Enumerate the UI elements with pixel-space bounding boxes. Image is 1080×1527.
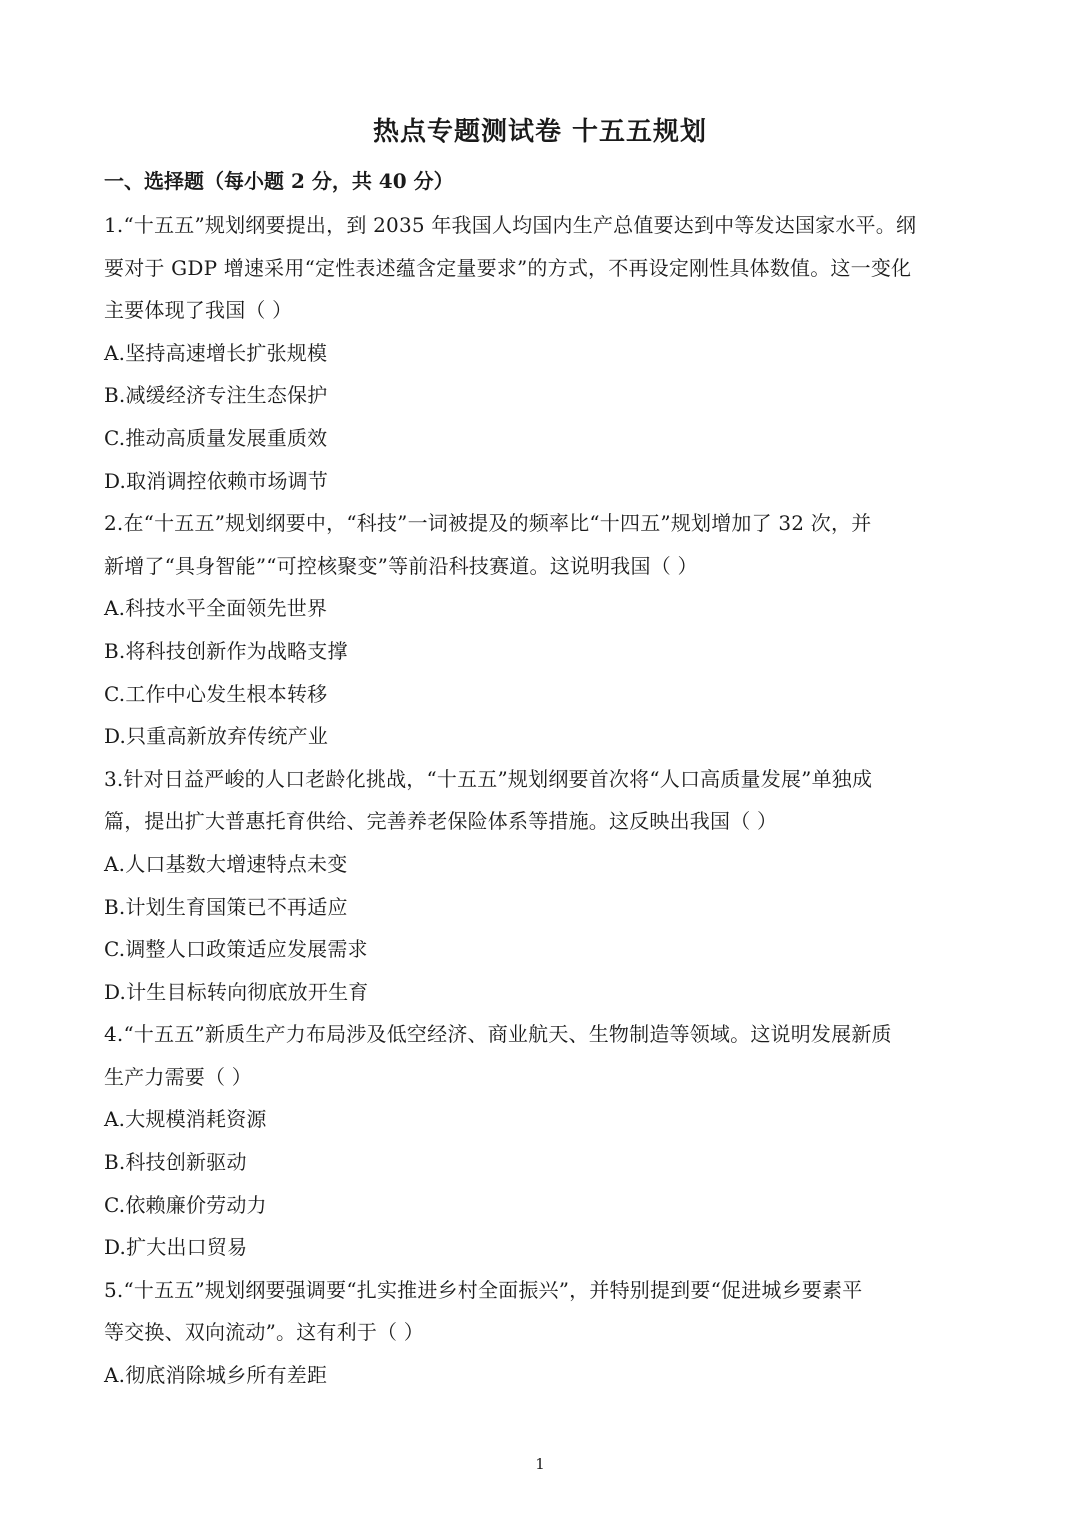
question xyxy=(104,1269,984,1397)
answer-option: D.取消调控依赖市场调节 xyxy=(104,468,329,493)
page-title: 热点专题测试卷 十五五规划 xyxy=(372,117,708,147)
answer-option: A.科技水平全面领先世界 xyxy=(104,596,328,621)
question-stem-line: 篇，提出扩大普惠托育供给、完善养老保险体系等措施。这反映出我国（ ） xyxy=(104,809,778,834)
answer-option: B.计划生育国策已不再适应 xyxy=(104,894,348,919)
answer-option: D.扩大出口贸易 xyxy=(104,1235,248,1260)
answer-option: C.工作中心发生根本转移 xyxy=(104,681,328,706)
question-stem-line: 主要体现了我国（ ） xyxy=(104,298,293,323)
answer-option: A.彻底消除城乡所有差距 xyxy=(104,1363,328,1388)
answer-option: A.坚持高速增长扩张规模 xyxy=(104,340,328,365)
question-stem-line: 5.“十五五”规划纲要强调要“扎实推进乡村全面振兴”，并特别提到要“促进城乡要素平 xyxy=(104,1277,863,1302)
answer-option: B.将科技创新作为战略支撑 xyxy=(104,638,348,663)
question xyxy=(104,502,984,758)
question xyxy=(104,758,984,1014)
question xyxy=(104,204,984,502)
answer-option: A.大规模消耗资源 xyxy=(104,1107,267,1132)
question-stem-line: 新增了“具身智能”“可控核聚变”等前沿科技赛道。这说明我国（ ） xyxy=(104,553,698,578)
section-heading: 一、选择题（每小题 2 分，共 40 分） xyxy=(104,169,454,193)
question-list xyxy=(104,204,984,1397)
question-stem-line: 要对于 GDP 增速采用“定性表述蕴含定量要求”的方式，不再设定刚性具体数值。这一变化 xyxy=(104,255,912,280)
answer-option: B.减缓经济专注生态保护 xyxy=(104,383,328,408)
answer-option: A.人口基数大增速特点未变 xyxy=(104,851,348,876)
question-stem-line: 生产力需要（ ） xyxy=(104,1064,252,1089)
answer-option: D.只重高新放弃传统产业 xyxy=(104,724,329,749)
page-number: 1 xyxy=(535,1455,545,1473)
answer-option: B.科技创新驱动 xyxy=(104,1150,247,1175)
answer-option: C.推动高质量发展重质效 xyxy=(104,425,328,450)
question-stem-line: 2.在“十五五”规划纲要中，“科技”一词被提及的频率比“十四五”规划增加了 32 次，并 xyxy=(104,511,872,536)
question-stem-line: 1.“十五五”规划纲要提出，到 2035 年我国人均国内生产总值要达到中等发达国家水平。纲 xyxy=(104,213,917,237)
question-stem-line: 3.针对日益严峻的人口老龄化挑战，“十五五”规划纲要首次将“人口高质量发展”单独成 xyxy=(104,766,873,791)
question-stem-line: 等交换、双向流动”。这有利于（ ） xyxy=(104,1320,424,1345)
answer-option: C.依赖廉价劳动力 xyxy=(104,1192,267,1217)
question-stem-line: 4.“十五五”新质生产力布局涉及低空经济、商业航天、生物制造等领域。这说明发展新质 xyxy=(104,1022,892,1047)
answer-option: D.计生目标转向彻底放开生育 xyxy=(104,979,369,1004)
answer-option: C.调整人口政策适应发展需求 xyxy=(104,937,368,962)
question xyxy=(104,1013,984,1269)
